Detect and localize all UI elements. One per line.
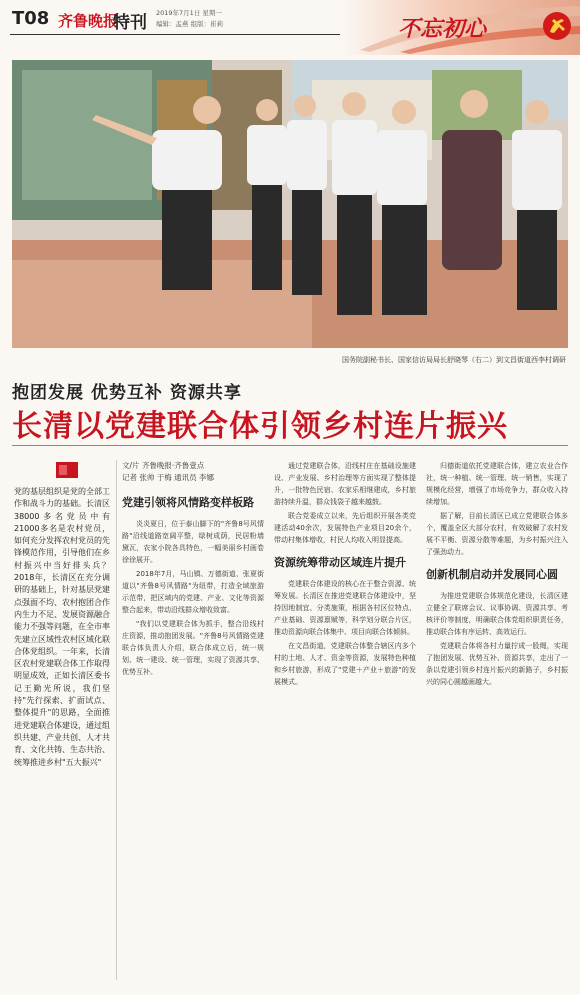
col3-paragraph: 党建联合体将各村力量拧成一股绳，实现了抱团发展、优势互补、资源共享，走出了一条以党建引领乡村连片振兴的新路子，乡村振兴的同心圆越画越大。: [426, 642, 568, 686]
col2-paragraph: 联合党委成立以来，先后组织开展各类党建活动40余次，发展特色产业项目20余个，带动村集体增收，村民人均收入明显提高。: [274, 512, 416, 544]
col1-paragraph: 2018年7月，马山镇、万德街道、张夏街道以"齐鲁8号风情路"为纽带，打造全域旅游示范带，把区域内的党建、产业、文化等资源整合起来，带动沿线群众增收致富。: [122, 570, 264, 614]
col3-heading: 创新机制启动并发展同心圆: [426, 568, 558, 581]
section-title: 特刊: [113, 13, 147, 33]
photo-caption: 国务院副秘书长、国家信访局局长舒晓琴（右二）到文昌街道西李村调研: [342, 356, 566, 364]
col1-heading: 党建引领将风情路变样板路: [122, 496, 254, 509]
headline-rule: [12, 445, 568, 446]
page-number: T08: [12, 8, 50, 29]
col3-paragraph: 归德街道依托党建联合体，建立农业合作社，统一种植、统一管理、统一销售，实现了规模化经营，增强了市场竞争力，群众收入持续增加。: [426, 462, 568, 506]
col2-paragraph: 党建联合体建设的核心在于整合资源、统筹发展。长清区在推进党建联合体建设中，坚持因地制宜、分类施策，根据各村区位特点、产业基础、资源禀赋等，科学划分联合片区，推动资源向联合体集中、项目向联合体倾斜。: [274, 580, 416, 636]
col3-paragraph: 据了解，目前长清区已成立党建联合体多个，覆盖全区大部分农村，有效破解了农村发展不平衡、资源分散等难题，为乡村振兴注入了强劲动力。: [426, 512, 568, 556]
article-column-3: [426, 460, 568, 690]
col3-paragraph: 为推进党建联合体规范化建设，长清区建立健全了联席会议、议事协调、资源共享、考核评价等制度，明确联合体党组织职责任务，推动联合体有序运转、高效运行。: [426, 592, 568, 636]
col2-heading: 资源统筹带动区域连片提升: [274, 556, 406, 569]
byline: [122, 460, 264, 484]
subheadline: 抱团发展 优势互补 资源共享: [12, 383, 242, 403]
lead-sidebar: [12, 462, 112, 937]
col2-paragraph: 在文昌街道，党建联合体整合辖区内多个村的土地、人才、资金等资源，发展特色种植和乡村旅游，形成了"党建＋产业＋旅游"的发展模式。: [274, 642, 416, 686]
col1-paragraph: 炎炎夏日，位于泰山脚下的"齐鲁8号风情路"沿线道路宽阔平整，绿树成荫，民居粉墙黛瓦，农家小院各具特色，一幅美丽乡村画卷徐徐展开。: [122, 520, 264, 564]
article-column-2: [274, 460, 416, 690]
headline: 长清以党建联合体引领乡村连片振兴: [12, 409, 508, 444]
banner-text: 不忘初心: [398, 16, 487, 42]
col1-paragraph: "我们以党建联合体为抓手，整合沿线村庄资源，推动抱团发展。"齐鲁8号风情路党建联合体负责人介绍，联合体成立后，统一规划、统一建设、统一管理，实现了资源共享、优势互补。: [122, 620, 264, 676]
sidebar-text: 党的基层组织是党的全部工作和战斗力的基础。长清区38000多名党员中有21000多名是农村党员，如何充分发挥农村党员的先锋模范作用，引导他们在乡村振兴中当好排头兵？2018年，长清区在充分调研的基础上，针对基层党建点强面不均、农村抱团合作内生力不足、发展资源融合能力不强等问题，在全市率先建立区域性农村区域化联合体党组织。一年来，长清区农村党建联合体工作取得明显成效，正如长清区委书记王勤光所说，我们坚持"先行探索、扩面试点、整体提升"的思路，全面推进党建联合体建设，通过组织共建、产业共创、人才共育、文化共铸、生态共治、统筹推进乡村"五大振兴": [14, 487, 110, 767]
byline-source: 文/片 齐鲁晚报·齐鲁壹点: [122, 461, 205, 470]
editors-credit: 编辑：孟燕 组版：崔莉: [156, 20, 224, 28]
article-column-1: [122, 460, 264, 680]
news-photo: [12, 60, 568, 348]
issue-date: 2019年7月1日 星期一: [156, 9, 222, 17]
banner-graphic: [340, 0, 580, 55]
sidebar-rule: [116, 460, 117, 980]
byline-reporters: 记者 张帅 于梅 通讯员 李娜: [122, 473, 215, 482]
col2-paragraph: 通过党建联合体，沿线村庄在基础设施建设、产业发展、乡村治理等方面实现了整体提升，一批特色民宿、农家乐相继建成，乡村旅游持续升温，群众钱袋子越来越鼓。: [274, 462, 416, 506]
newspaper-logo: 齐鲁晚报: [58, 12, 119, 30]
anniversary-banner: [340, 0, 580, 55]
party-emblem-icon: [543, 12, 571, 40]
photo-scene: [12, 60, 568, 348]
quote-mark-icon: [56, 462, 78, 478]
